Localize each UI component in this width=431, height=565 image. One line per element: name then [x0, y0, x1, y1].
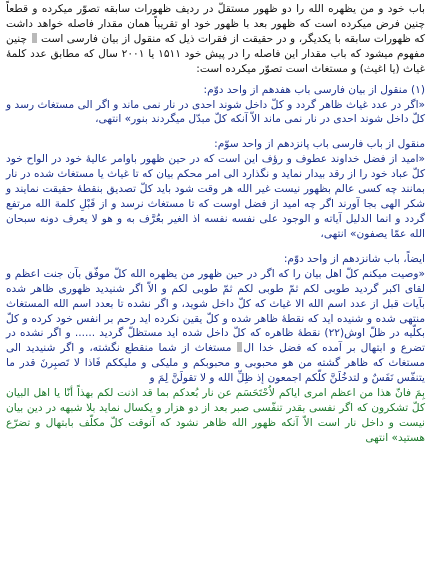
- intro-text-part1: باب خود و من يظهره الله را دو ظهور مستقلّ در رديف ظهورات سابقه تصوّر میکرده و قطعاً چنين فرض ميکرده است که ظهور بعد با ظهور خود او تقريباً همان مقدار فاصله خواهد داشت که ظهورات سابقه با يکديگر، و در حقيقت از فقرات ذيل که منقول از بيان فارسی است: [6, 3, 425, 45]
- quote3-text: [6, 267, 425, 386]
- quote1-text: «اگر در عدد غياث ظاهر گردد و کلّ داخل شوند احدی در نار نمی ماند و اگر الی مستغاث رسد و کلّ داخل شوند احدی در نار نمی ماند الاّ آنکه کلّ مبدّل ميگردند بنور» انتهی،: [6, 98, 425, 126]
- intro-text-part2: چنين مفهوم ميشود که باب مقدار اين فاصله را در پيش خود ۱۵۱۱ يا ۲۰۰۱ سال که مطابق عدد کلمهٔ غياث (يا اغيث) و مستغاث است تصوّر ميکرده است:: [6, 32, 425, 75]
- quote2-text: «اميد از فضل خداوند عطوف و رؤف اين است که در حين ظهور باوامر عاليهٔ خود در الواح خود کلّ عباد خود را از رقد بيدار نمايد و نگذارد الی امر محکم بيان که تا غياث يا مستغاث شده در نار بمانند چه کسی عالم بظهور نيست غير الله هر وقت شود بايد کلّ تصديق بنقطهٔ حقيقت نمايند و شکر الهی بجا آورند اگر چه اميد از فضل اوست که تا مستغاث نرسد و از قَبْلِ کلمة الله مرتفع گردد و انما الدليل آياته و الوجود علی نفسه نفسه اذ الغير بعُرَّف به و هو لا يعرف دونه سبحان الله عمّا يصفون» انتهی،: [6, 153, 425, 240]
- quote2-heading: منقول از باب فارسی باب پانزدهم از واحد سوّم:: [214, 138, 425, 151]
- quote3-text-part1: «وصيت ميکنم کلّ اهل بيان را که اگر در حين ظهور من يظهره الله کلّ موفّق بآن جنت اعظم و لقای اکبر گرديد طوبی لکم ثمّ طوبی لکم ثمّ طوبی لکم و الاّ اگر شنيديد ظهوری ظاهر شده بآيات قبل از عدد اسم الله الا غياث که کلّ داخل شويد، و اگر نشده تا بعدد اسم الله المستغاث منتهی شده و شنيده ايد که نقطهٔ ظاهر شده و کلّ يقين نکرده ايد رحم بر انفس خود کرده و کلّ بکلّيه در ظلّ اوش(۲۲) نقطهٔ ظاهره که کلّ داخل شده ايد مستظلّ گرديد ...... و اگر نشده در تضرع و ابتهال بر آمده که فضل خدا ال: [6, 267, 426, 355]
- intro-paragraph: [6, 2, 425, 77]
- quote3-heading: ايضاً، باب شانزدهم از واحد دوّم:: [283, 252, 425, 265]
- quote1-heading: (١) منقول از بيان فارسی باب هفدهم از واحد دوّم:: [203, 83, 425, 96]
- footnote-marker-2: [237, 342, 242, 352]
- footnote-marker: [32, 33, 37, 43]
- quote3-text-part2: مستغاث از شما منقطع نگشته، و اگر شنيديد الی مستغاث که ظاهر گشته من هو محبوبی و محبوبکم و مليکی و مليککم فَاذا لا تَصبِرنَ قدر ما يتنفّس نَفَسٌ و لتدخُلَنَّ کلّکم اجمعون إذ ظِلِّ الله و لا تقولَنَّ لِمَ و: [6, 342, 425, 385]
- quote3-text-continued: بِمَ فانّ هذا من اعظم امری اياکم لاُحْتَحَسَم عن نار بُعدکم بما قد اذنت لکم بهذاً أنّا يا اهل البيان کلّ تشکرون که اگر نفسی بقدر تنفّسی صبر بعد از دو هزار و يکسال نمايد بلا شبهه در دين بيان نيست و داخل نار است الاّ آنکه ظهور الله ظاهر نشود که آنوقت کلّ مکلّف بابتهال و تضرّع هستيد» انتهی: [6, 387, 425, 444]
